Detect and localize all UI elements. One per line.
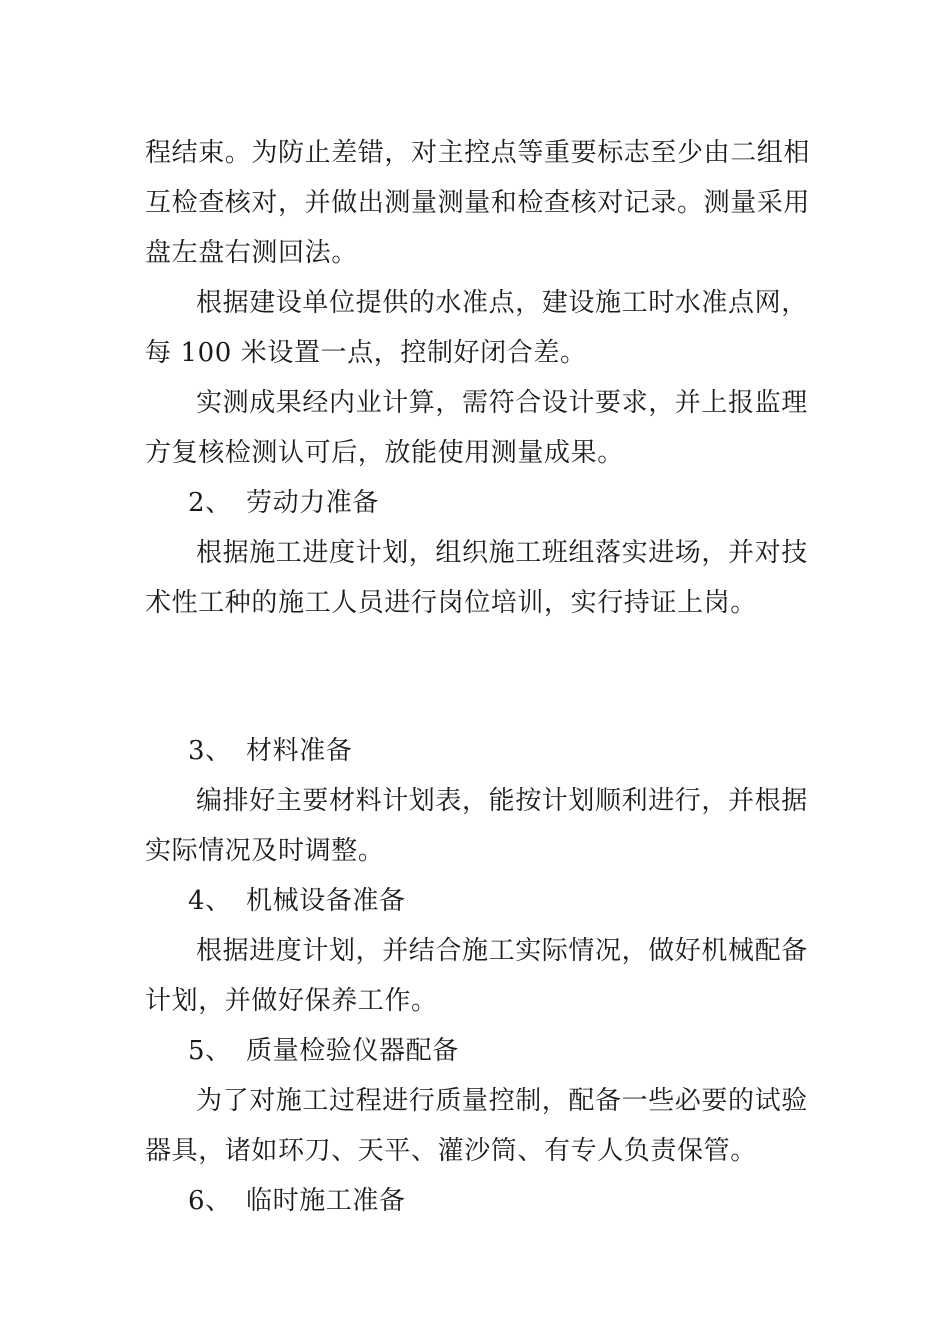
- paragraph-line: 为了对施工过程进行质量控制，配备一些必要的试验: [196, 1086, 808, 1116]
- section-heading: [188, 1184, 858, 1218]
- paragraph-line: 根据进度计划，并结合施工实际情况，做好机械配备: [196, 936, 808, 966]
- paragraph-line: 术性工种的施工人员进行岗位培训，实行持证上岗。: [145, 588, 757, 618]
- section-number: 2、: [188, 488, 232, 518]
- paragraph-line: 每 100 米设置一点，控制好闭合差。: [145, 338, 587, 368]
- section-number: 3、: [188, 736, 232, 766]
- paragraph-line: 程结束。为防止差错，对主控点等重要标志至少由二组相: [145, 138, 811, 168]
- section-title: 质量检验仪器配备: [246, 1036, 459, 1066]
- section-title: 临时施工准备: [246, 1186, 406, 1216]
- paragraph-line: 根据建设单位提供的水准点，建设施工时水准点网，: [196, 288, 808, 318]
- paragraph-line: 盘左盘右测回法。: [145, 238, 358, 268]
- paragraph-line: 实测成果经内业计算，需符合设计要求，并上报监理: [196, 388, 808, 418]
- paragraph-line: 实际情况及时调整。: [145, 836, 385, 866]
- section-heading: [188, 734, 858, 768]
- section-heading: [188, 884, 858, 918]
- paragraph-line: 编排好主要材料计划表，能按计划顺利进行，并根据: [196, 786, 808, 816]
- section-number: 4、: [188, 886, 232, 916]
- paragraph-line: 方复核检测认可后，放能使用测量成果。: [145, 438, 624, 468]
- paragraph-line: 器具，诸如环刀、天平、灌沙筒、有专人负责保管。: [145, 1136, 757, 1166]
- paragraph-line: 互检查核对，并做出测量测量和检查核对记录。测量采用: [145, 188, 811, 218]
- section-heading: [188, 1034, 858, 1068]
- section-title: 材料准备: [246, 736, 353, 766]
- paragraph-line: 计划，并做好保养工作。: [145, 986, 438, 1016]
- section-heading: [188, 486, 858, 520]
- section-title: 劳动力准备: [246, 488, 380, 518]
- section-title: 机械设备准备: [246, 886, 406, 916]
- paragraph-line: 根据施工进度计划，组织施工班组落实进场，并对技: [196, 538, 808, 568]
- section-number: 5、: [188, 1036, 232, 1066]
- section-number: 6、: [188, 1186, 232, 1216]
